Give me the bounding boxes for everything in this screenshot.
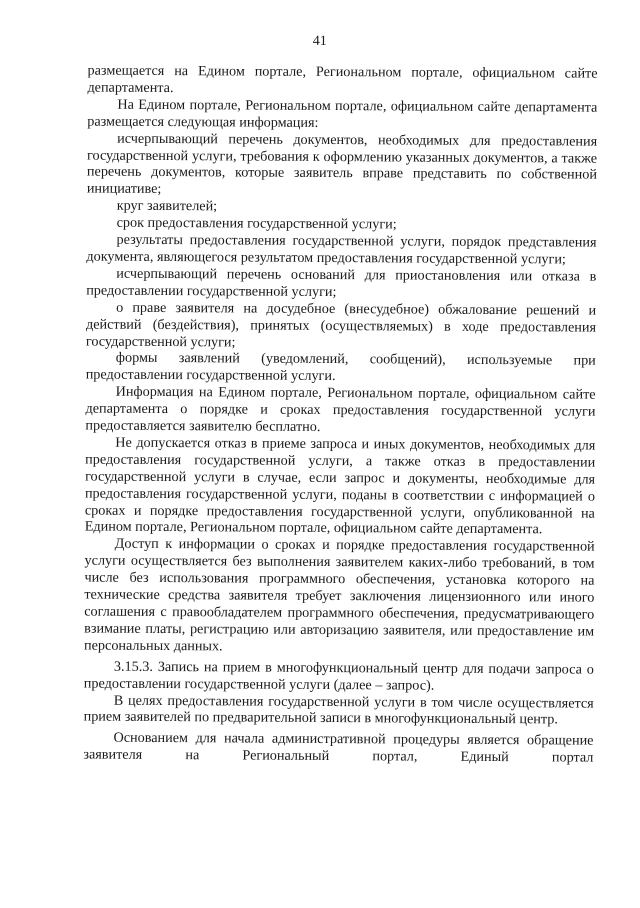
paragraph: Основанием для начала административной процедуры является обращение заявителя на Региональный портал, Единый портал [83, 730, 594, 766]
paragraph: Доступ к информации о сроках и порядке предоставления государственной услуги осуществляется без выполнения заявителем каких-либо требований, в том числе без использования программного обеспечения, установка которого на технические средства заявителя требует заключения лицензионного или иного соглашения с правообладателем программного обеспечения, предусматривающего взимание платы, регистрацию или авторизацию заявителя, или предоставление им персональных данных. [84, 536, 595, 655]
paragraph: Информация на Едином портале, Региональном портале, официальном сайте департамента о порядке и сроках предоставления государственной услуги предоставляется заявителю бесплатно. [85, 383, 596, 435]
paragraph: размещается на Едином портале, Региональном портале, официальном сайте департамента. [87, 62, 598, 96]
paragraph: срок предоставления государственной услуги; [116, 214, 397, 233]
paragraph: формы заявлений (уведомлений, сообщений), используемые при предоставлении государственной услуги. [85, 350, 596, 385]
page-number: 41 [312, 33, 327, 49]
document-body [83, 63, 597, 767]
paragraph: На Едином портале, Региональном портале, официальном сайте департамента размещается следующая информация: [87, 96, 598, 131]
paragraph: 3.15.3. Запись на прием в многофункциональный центр для подачи запроса о предоставлении государственной услуги (далее – запрос). [83, 658, 594, 694]
paragraph: исчерпывающий перечень документов, необходимых для предоставления государственной услуги, требования к оформлению указанных документов, а также перечень документов, которые заявитель вправе представить по собственной инициативе; [86, 130, 598, 198]
paragraph: о праве заявителя на досудебное (внесудебное) обжалование решений и действий (бездействия), принятых (осуществляемых) в ходе предоставления государственной услуги; [85, 299, 597, 350]
paragraph: результаты предоставления государственной услуги, порядок представления документа, являющегося результатом предоставления государственной услуги; [86, 231, 597, 268]
paragraph: исчерпывающий перечень оснований для приостановления или отказа в предоставлении государственной услуги; [86, 265, 597, 300]
paragraph: В целях предоставления государственной услуги в том числе осуществляется прием заявителей по предварительной записи в многофункциональный центр. [83, 692, 594, 728]
paragraph: Не допускается отказ в приеме запроса и иных документов, необходимых для предоставления государственной услуги, а также отказ в предоставлении государственной услуги в случае, если запрос и документы, необходимые для предоставления государственной услуги, поданы в соответствии с информацией о сроках и порядке предоставления государственной услуги, опубликованной на Едином портале, Региональном портале, официальном сайте департамента. [84, 434, 596, 538]
paragraph: круг заявителей; [116, 197, 218, 215]
